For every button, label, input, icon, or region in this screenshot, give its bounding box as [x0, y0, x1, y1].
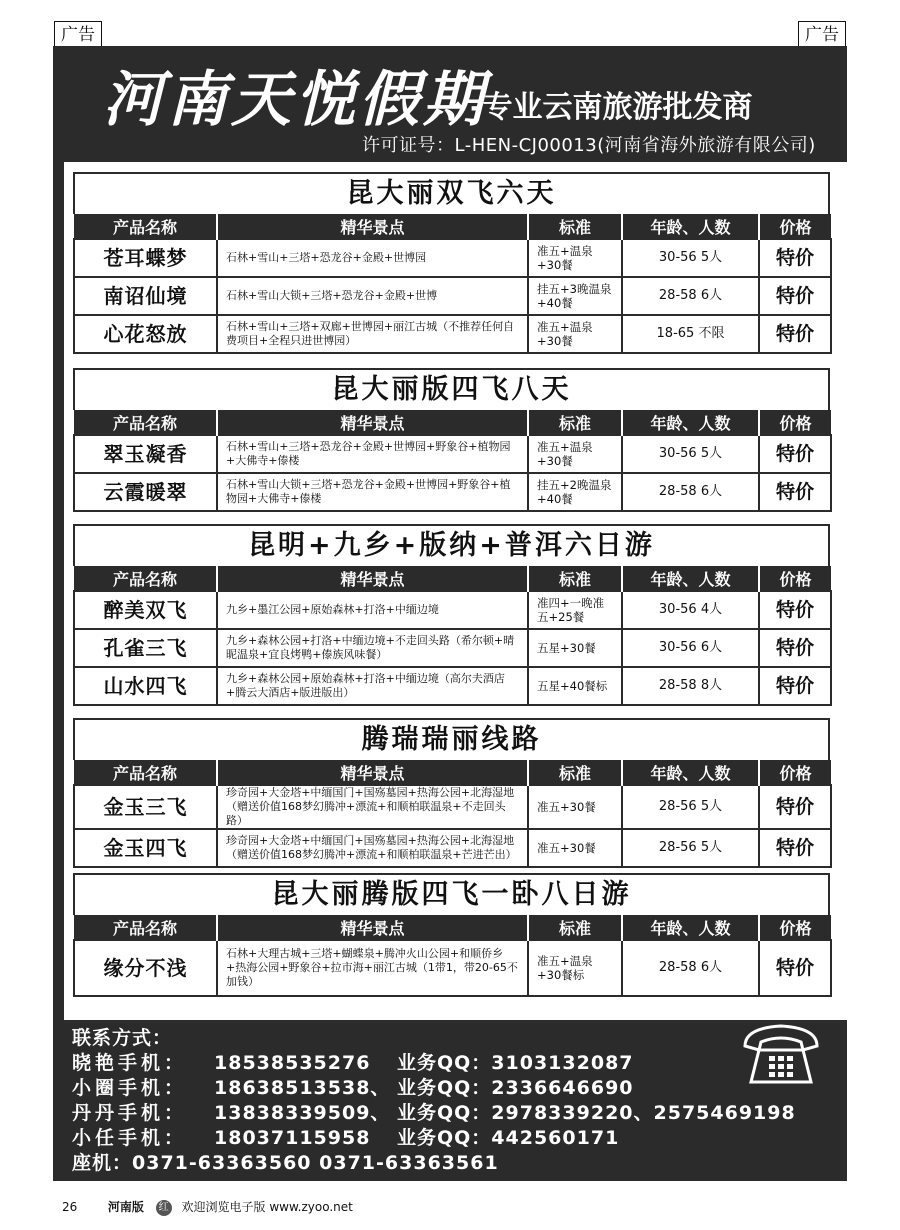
standard: 准五+温泉+30餐: [528, 435, 622, 473]
column-header: 精华景点: [217, 410, 528, 435]
table-row: [74, 239, 831, 277]
license-number: 许可证号：L-HEN-CJ00013(河南省海外旅游有限公司): [362, 135, 816, 156]
highlight-spots: 九乡+墨江公园+原始森林+打洛+中缅边境: [217, 591, 528, 629]
column-header: 标准: [528, 566, 622, 591]
section-title: 昆大丽版四飞八天: [73, 368, 830, 410]
section-title: 腾瑞瑞丽线路: [73, 718, 830, 760]
age-group-size: 30-56 6人: [622, 629, 759, 667]
tour-section: [73, 873, 830, 997]
column-header: 产品名称: [74, 566, 217, 591]
column-header: 年龄、人数: [622, 410, 759, 435]
mobile-number: 13838339509、: [214, 1102, 391, 1124]
section-title: 昆大丽双飞六天: [73, 172, 830, 214]
age-group-size: 28-58 6人: [622, 277, 759, 315]
table-header-row: [74, 410, 831, 435]
price: 特价: [759, 667, 831, 705]
highlight-spots: 石林+雪山+三塔+双廊+世博园+丽江古城（不推荐任何自费项目+全程只进世博园）: [217, 315, 528, 353]
column-header: 价格: [759, 214, 831, 239]
contact-row: [72, 1076, 796, 1101]
tour-section: [73, 172, 830, 354]
mobile-number: 18538535276: [214, 1052, 371, 1074]
column-header: 价格: [759, 410, 831, 435]
section-title: 昆大丽腾版四飞一卧八日游: [73, 873, 830, 915]
standard: 准五+30餐: [528, 829, 622, 867]
standard: 准五+温泉+30餐: [528, 239, 622, 277]
table-row: [74, 277, 831, 315]
product-name: 南诏仙境: [74, 277, 217, 315]
price: 特价: [759, 239, 831, 277]
column-header: 标准: [528, 214, 622, 239]
age-group-size: 28-56 5人: [622, 785, 759, 829]
column-header: 标准: [528, 410, 622, 435]
edition-label: 河南版: [107, 1200, 144, 1214]
table-header-row: [74, 915, 831, 940]
contact-row: [72, 1101, 796, 1126]
product-name: 云霞暖翠: [74, 473, 217, 511]
product-name: 金玉三飞: [74, 785, 217, 829]
column-header: 年龄、人数: [622, 760, 759, 785]
contact-row: [72, 1051, 796, 1076]
column-header: 产品名称: [74, 915, 217, 940]
product-name: 孔雀三飞: [74, 629, 217, 667]
business-qq: 业务QQ：3103132087: [397, 1052, 634, 1074]
standard: 准五+30餐: [528, 785, 622, 829]
price: 特价: [759, 629, 831, 667]
table-header-row: [74, 566, 831, 591]
price: 特价: [759, 785, 831, 829]
column-header: 年龄、人数: [622, 915, 759, 940]
highlight-spots: 石林+雪山+三塔+恐龙谷+金殿+世博园+野象谷+植物园+大佛寺+傣楼: [217, 435, 528, 473]
column-header: 标准: [528, 915, 622, 940]
column-header: 产品名称: [74, 760, 217, 785]
price: 特价: [759, 435, 831, 473]
footer-text: 欢迎浏览电子版 www.zyoo.net: [181, 1200, 353, 1214]
column-header: 产品名称: [74, 214, 217, 239]
highlight-spots: 石林+雪山大锁+三塔+恐龙谷+金殿+世博: [217, 277, 528, 315]
contact-name: 晓艳手机：: [72, 1052, 188, 1074]
table-row: [74, 435, 831, 473]
tour-table: [73, 760, 832, 868]
product-name: 醉美双飞: [74, 591, 217, 629]
contact-name: 小圈手机：: [72, 1077, 188, 1099]
standard: 挂五+2晚温泉+40餐: [528, 473, 622, 511]
table-row: [74, 940, 831, 996]
table-row: [74, 591, 831, 629]
standard: 五星+40餐标: [528, 667, 622, 705]
age-group-size: 30-56 5人: [622, 239, 759, 277]
highlight-spots: 石林+雪山大锁+三塔+恐龙谷+金殿+世博园+野象谷+植物园+大佛寺+傣楼: [217, 473, 528, 511]
table-row: [74, 667, 831, 705]
price: 特价: [759, 829, 831, 867]
business-qq: 业务QQ：2336646690: [397, 1077, 634, 1099]
highlight-spots: 珍奇园+大金塔+中缅国门+国殇墓园+热海公园+北海湿地（赠送价值168梦幻腾冲+漂流+和顺柏联温泉+不走回头路）: [217, 785, 528, 829]
standard: 挂五+3晚温泉+40餐: [528, 277, 622, 315]
highlight-spots: 九乡+森林公园+打洛+中缅边境+不走回头路（希尔顿+晴昵温泉+宜良烤鸭+傣族风味餐）: [217, 629, 528, 667]
price: 特价: [759, 591, 831, 629]
age-group-size: 28-58 6人: [622, 473, 759, 511]
age-group-size: 28-56 5人: [622, 829, 759, 867]
landline: 座机：0371-63363560 0371-63363561: [72, 1152, 499, 1174]
product-name: 苍耳蝶梦: [74, 239, 217, 277]
highlight-spots: 石林+大理古城+三塔+蝴蝶泉+腾冲火山公园+和顺侨乡+热海公园+野象谷+拉市海+丽江古城（1带1，带20-65不加钱）: [217, 940, 528, 996]
brand-name: 河南天悦假期: [103, 65, 487, 135]
product-name: 金玉四飞: [74, 829, 217, 867]
tour-table: [73, 915, 832, 997]
price: 特价: [759, 315, 831, 353]
standard: 准五+温泉+30餐标: [528, 940, 622, 996]
column-header: 产品名称: [74, 410, 217, 435]
table-row: [74, 829, 831, 867]
age-group-size: 28-58 8人: [622, 667, 759, 705]
ad-label-right: 广告: [798, 21, 846, 49]
page-number: 26: [62, 1200, 78, 1214]
tour-section: [73, 368, 830, 512]
ad-label-left: 广告: [54, 21, 102, 49]
contact-heading: 联系方式：: [72, 1027, 173, 1049]
section-title: 昆明+九乡+版纳+普洱六日游: [73, 524, 830, 566]
product-name: 山水四飞: [74, 667, 217, 705]
contact-row: [72, 1126, 796, 1151]
table-row: [74, 315, 831, 353]
contact-name: 丹丹手机：: [72, 1102, 188, 1124]
standard: 五星+30餐: [528, 629, 622, 667]
page-footer: [62, 1198, 353, 1216]
mobile-number: 18638513538、: [214, 1077, 391, 1099]
publication-logo-icon: 红: [156, 1200, 172, 1216]
product-name: 缘分不浅: [74, 940, 217, 996]
column-header: 年龄、人数: [622, 566, 759, 591]
highlight-spots: 石林+雪山+三塔+恐龙谷+金殿+世博园: [217, 239, 528, 277]
business-qq: 业务QQ：442560171: [397, 1127, 620, 1149]
highlight-spots: 珍奇园+大金塔+中缅国门+国殇墓园+热海公园+北海湿地（赠送价值168梦幻腾冲+漂流+和顺柏联温泉+芒进芒出）: [217, 829, 528, 867]
table-header-row: [74, 760, 831, 785]
column-header: 年龄、人数: [622, 214, 759, 239]
column-header: 精华景点: [217, 915, 528, 940]
table-row: [74, 473, 831, 511]
product-name: 翠玉凝香: [74, 435, 217, 473]
column-header: 精华景点: [217, 760, 528, 785]
highlight-spots: 九乡+森林公园+原始森林+打洛+中缅边境（高尔夫酒店+腾云大酒店+版进版出）: [217, 667, 528, 705]
age-group-size: 28-58 6人: [622, 940, 759, 996]
tour-section: [73, 718, 830, 868]
price: 特价: [759, 277, 831, 315]
price: 特价: [759, 473, 831, 511]
table-row: [74, 785, 831, 829]
age-group-size: 30-56 4人: [622, 591, 759, 629]
tour-section: [73, 524, 830, 706]
column-header: 价格: [759, 760, 831, 785]
price: 特价: [759, 940, 831, 996]
column-header: 精华景点: [217, 566, 528, 591]
standard: 准四+一晚准五+25餐: [528, 591, 622, 629]
table-row: [74, 629, 831, 667]
column-header: 价格: [759, 915, 831, 940]
age-group-size: 30-56 5人: [622, 435, 759, 473]
product-name: 心花怒放: [74, 315, 217, 353]
slogan: -专业云南旅游批发商: [470, 90, 753, 125]
contact-block: [72, 1026, 796, 1176]
column-header: 价格: [759, 566, 831, 591]
mobile-number: 18037115958: [214, 1127, 371, 1149]
standard: 准五+温泉+30餐: [528, 315, 622, 353]
tour-table: [73, 410, 832, 512]
column-header: 标准: [528, 760, 622, 785]
tour-table: [73, 214, 832, 354]
tour-table: [73, 566, 832, 706]
table-header-row: [74, 214, 831, 239]
telephone-icon: [737, 1020, 825, 1088]
contact-name: 小任手机：: [72, 1127, 188, 1149]
column-header: 精华景点: [217, 214, 528, 239]
age-group-size: 18-65 不限: [622, 315, 759, 353]
business-qq: 业务QQ：2978339220、2575469198: [397, 1102, 796, 1124]
